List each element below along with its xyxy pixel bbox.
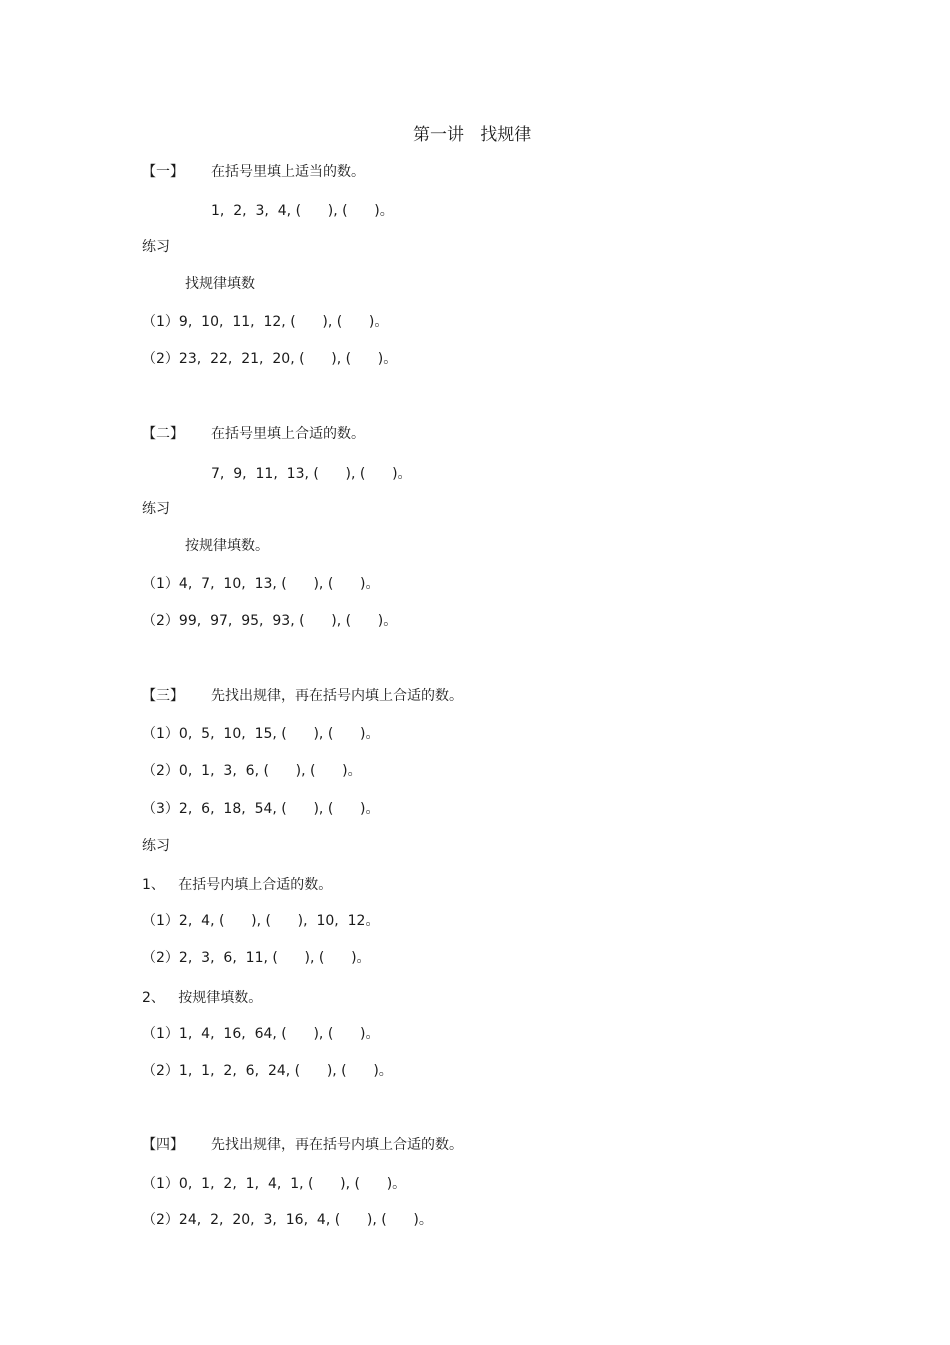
section-3-practice-label: 练习 (142, 838, 170, 854)
section-3-sub-2-item-2: （2）1, 1, 2, 6, 24, ( ), ( )。 (142, 1063, 393, 1079)
section-3-tag: 【三】 (142, 688, 184, 704)
section-1-practice-instruction: 找规律填数 (185, 276, 255, 292)
section-4-tag: 【四】 (142, 1137, 184, 1153)
section-3-sub-1-heading: 1、 在括号内填上合适的数。 (142, 877, 333, 893)
section-3-item-3: （3）2, 6, 18, 54, ( ), ( )。 (142, 801, 380, 817)
section-2-item-2: （2）99, 97, 95, 93, ( ), ( )。 (142, 613, 398, 629)
section-1-item-1: （1）9, 10, 11, 12, ( ), ( )。 (142, 314, 389, 330)
section-3-sub-2-item-1: （1）1, 4, 16, 64, ( ), ( )。 (142, 1026, 380, 1042)
section-3-item-1: （1）0, 5, 10, 15, ( ), ( )。 (142, 726, 380, 742)
section-4-item-1: （1）0, 1, 2, 1, 4, 1, ( ), ( )。 (142, 1176, 407, 1192)
section-3-instruction: 先找出规律，再在括号内填上合适的数。 (211, 688, 463, 704)
section-1-tag: 【一】 (142, 164, 184, 180)
section-3-sub-1-item-2: （2）2, 3, 6, 11, ( ), ( )。 (142, 950, 371, 966)
section-3-sub-2-heading: 2、 按规律填数。 (142, 990, 263, 1006)
section-3-sub-1-item-1: （1）2, 4, ( ), ( ), 10, 12。 (142, 913, 380, 929)
section-3-item-2: （2）0, 1, 3, 6, ( ), ( )。 (142, 763, 362, 779)
section-1-practice-label: 练习 (142, 239, 170, 255)
page-title: 第一讲 找规律 (413, 125, 532, 145)
section-1-item-2: （2）23, 22, 21, 20, ( ), ( )。 (142, 351, 398, 367)
section-2-instruction: 在括号里填上合适的数。 (211, 426, 365, 442)
section-2-example: 7, 9, 11, 13, ( ), ( )。 (211, 466, 412, 482)
section-4-instruction: 先找出规律，再在括号内填上合适的数。 (211, 1137, 463, 1153)
section-2-practice-label: 练习 (142, 501, 170, 517)
section-4-item-2: （2）24, 2, 20, 3, 16, 4, ( ), ( )。 (142, 1212, 433, 1228)
section-2-practice-instruction: 按规律填数。 (185, 538, 269, 554)
section-1-example: 1, 2, 3, 4, ( ), ( )。 (211, 203, 394, 219)
section-2-tag: 【二】 (142, 426, 184, 442)
section-1-instruction: 在括号里填上适当的数。 (211, 164, 365, 180)
section-2-item-1: （1）4, 7, 10, 13, ( ), ( )。 (142, 576, 380, 592)
